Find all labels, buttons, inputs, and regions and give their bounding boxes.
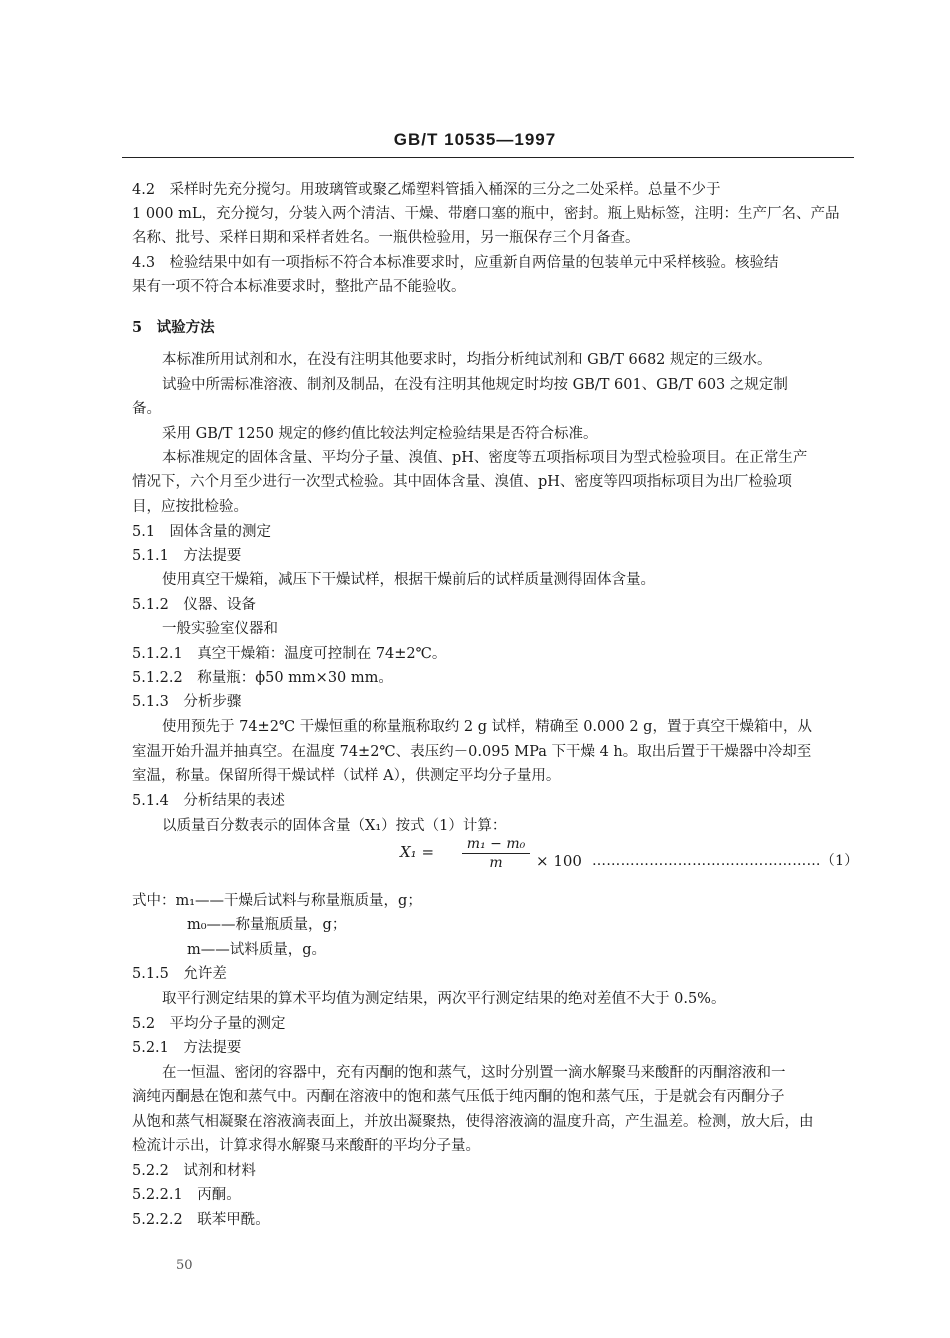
paragraph-line: 目，应按批检验。 xyxy=(132,499,248,515)
clause-5-2-heading: 5.2 平均分子量的测定 xyxy=(132,1016,286,1032)
paragraph-line: 本标准规定的固体含量、平均分子量、溴值、pH、密度等五项指标项目为型式检验项目。在正常生产 xyxy=(162,450,808,466)
clause-5-2-1-heading: 5.2.1 方法提要 xyxy=(132,1040,242,1056)
clause-5-1-5-heading: 5.1.5 允许差 xyxy=(132,966,227,982)
clause-4-2-line-2: 1 000 mL，充分搅匀，分装入两个清洁、干燥、带磨口塞的瓶中，密封。瓶上贴标签，注明：生产厂名、产品 xyxy=(132,206,840,222)
formula-lhs: X₁ = xyxy=(400,843,435,861)
clause-5-1-heading: 5.1 固体含量的测定 xyxy=(132,524,272,540)
paragraph-line: 取平行测定结果的算术平均值为测定结果，两次平行测定结果的绝对差值不大于 0.5%。 xyxy=(162,991,726,1007)
header-rule xyxy=(122,157,854,158)
clause-5-2-2-1: 5.2.2.1 丙酮。 xyxy=(132,1187,241,1203)
legend-line: m₀——称量瓶质量，g； xyxy=(187,917,347,933)
section-5-heading: 5 试验方法 xyxy=(132,319,215,336)
clause-4-3-line-1: 4.3 检验结果中如有一项指标不符合本标准要求时，应重新自两倍量的包装单元中采样核验。核验结 xyxy=(132,255,779,271)
formula-multiplier: × 100 xyxy=(536,852,582,870)
formula-number: …………………………………………（1） xyxy=(592,853,859,869)
paragraph-line: 本标准所用试剂和水，在没有注明其他要求时，均指分析纯试剂和 GB/T 6682 规定的三级水。 xyxy=(162,352,772,368)
legend-line: 式中：m₁——干燥后试料与称量瓶质量，g； xyxy=(132,893,422,909)
paragraph-line: 检流计示出，计算求得水解聚马来酸酐的平均分子量。 xyxy=(132,1138,480,1154)
paragraph-line: 情况下，六个月至少进行一次型式检验。其中固体含量、溴值、pH、密度等四项指标项目为出厂检验项 xyxy=(132,474,792,490)
paragraph-line: 一般实验室仪器和 xyxy=(162,621,278,637)
clause-5-1-2-2: 5.1.2.2 称量瓶：ϕ50 mm×30 mm。 xyxy=(132,670,393,686)
paragraph-line: 使用真空干燥箱，减压下干燥试样，根据干燥前后的试样质量测得固体含量。 xyxy=(162,572,655,588)
paragraph-line: 室温，称量。保留所得干燥试样（试样 A），供测定平均分子量用。 xyxy=(132,768,561,784)
paragraph-line: 滴纯丙酮悬在饱和蒸气中。丙酮在溶液中的饱和蒸气压低于纯丙酮的饱和蒸气压，于是就会有丙酮分子 xyxy=(132,1089,785,1105)
paragraph-line: 备。 xyxy=(132,401,161,417)
clause-4-2-line-1: 4.2 采样时先充分搅匀。用玻璃管或聚乙烯塑料管插入桶深的三分之二处采样。总量不少于 xyxy=(132,182,721,198)
formula-fraction xyxy=(462,836,530,871)
clause-5-1-2-1: 5.1.2.1 真空干燥箱：温度可控制在 74±2℃。 xyxy=(132,646,447,662)
clause-5-2-2-2: 5.2.2.2 联苯甲酰。 xyxy=(132,1212,270,1228)
clause-4-2-line-3: 名称、批号、采样日期和采样者姓名。一瓶供检验用，另一瓶保存三个月备查。 xyxy=(132,230,640,246)
paragraph-line: 试验中所需标准溶液、制剂及制品，在没有注明其他规定时均按 GB/T 601、GB/T 603 之规定制 xyxy=(162,377,788,393)
paragraph-line: 以质量百分数表示的固体含量（X₁）按式（1）计算： xyxy=(162,818,507,834)
paragraph-line: 室温开始升温并抽真空。在温度 74±2℃、表压约－0.095 MPa 下干燥 4 h。取出后置于干燥器中冷却至 xyxy=(132,744,812,760)
standard-code-header: GB/T 10535—1997 xyxy=(393,130,557,149)
clause-5-1-2-heading: 5.1.2 仪器、设备 xyxy=(132,597,256,613)
clause-5-1-3-heading: 5.1.3 分析步骤 xyxy=(132,694,242,710)
paragraph-line: 采用 GB/T 1250 规定的修约值比较法判定检验结果是否符合标准。 xyxy=(162,426,598,442)
paragraph-line: 在一恒温、密闭的容器中，充有丙酮的饱和蒸气，这时分别置一滴水解聚马来酸酐的丙酮溶液和一 xyxy=(162,1065,786,1081)
formula-denominator: m xyxy=(489,855,503,871)
paragraph-line: 使用预先于 74±2℃ 干燥恒重的称量瓶称取约 2 g 试样，精确至 0.000 2 g，置于真空干燥箱中，从 xyxy=(162,719,812,735)
formula-numerator: m₁ − m₀ xyxy=(462,836,530,854)
legend-line: m——试料质量，g。 xyxy=(187,942,327,958)
clause-5-2-2-heading: 5.2.2 试剂和材料 xyxy=(132,1163,256,1179)
paragraph-line: 从饱和蒸气相凝聚在溶液滴表面上，并放出凝聚热，使得溶液滴的温度升高，产生温差。检测，放大后，由 xyxy=(132,1114,814,1130)
clause-4-3-line-2: 果有一项不符合本标准要求时，整批产品不能验收。 xyxy=(132,279,466,295)
clause-5-1-4-heading: 5.1.4 分析结果的表述 xyxy=(132,793,285,809)
page-number: 50 xyxy=(176,1258,193,1273)
clause-5-1-1-heading: 5.1.1 方法提要 xyxy=(132,548,242,564)
